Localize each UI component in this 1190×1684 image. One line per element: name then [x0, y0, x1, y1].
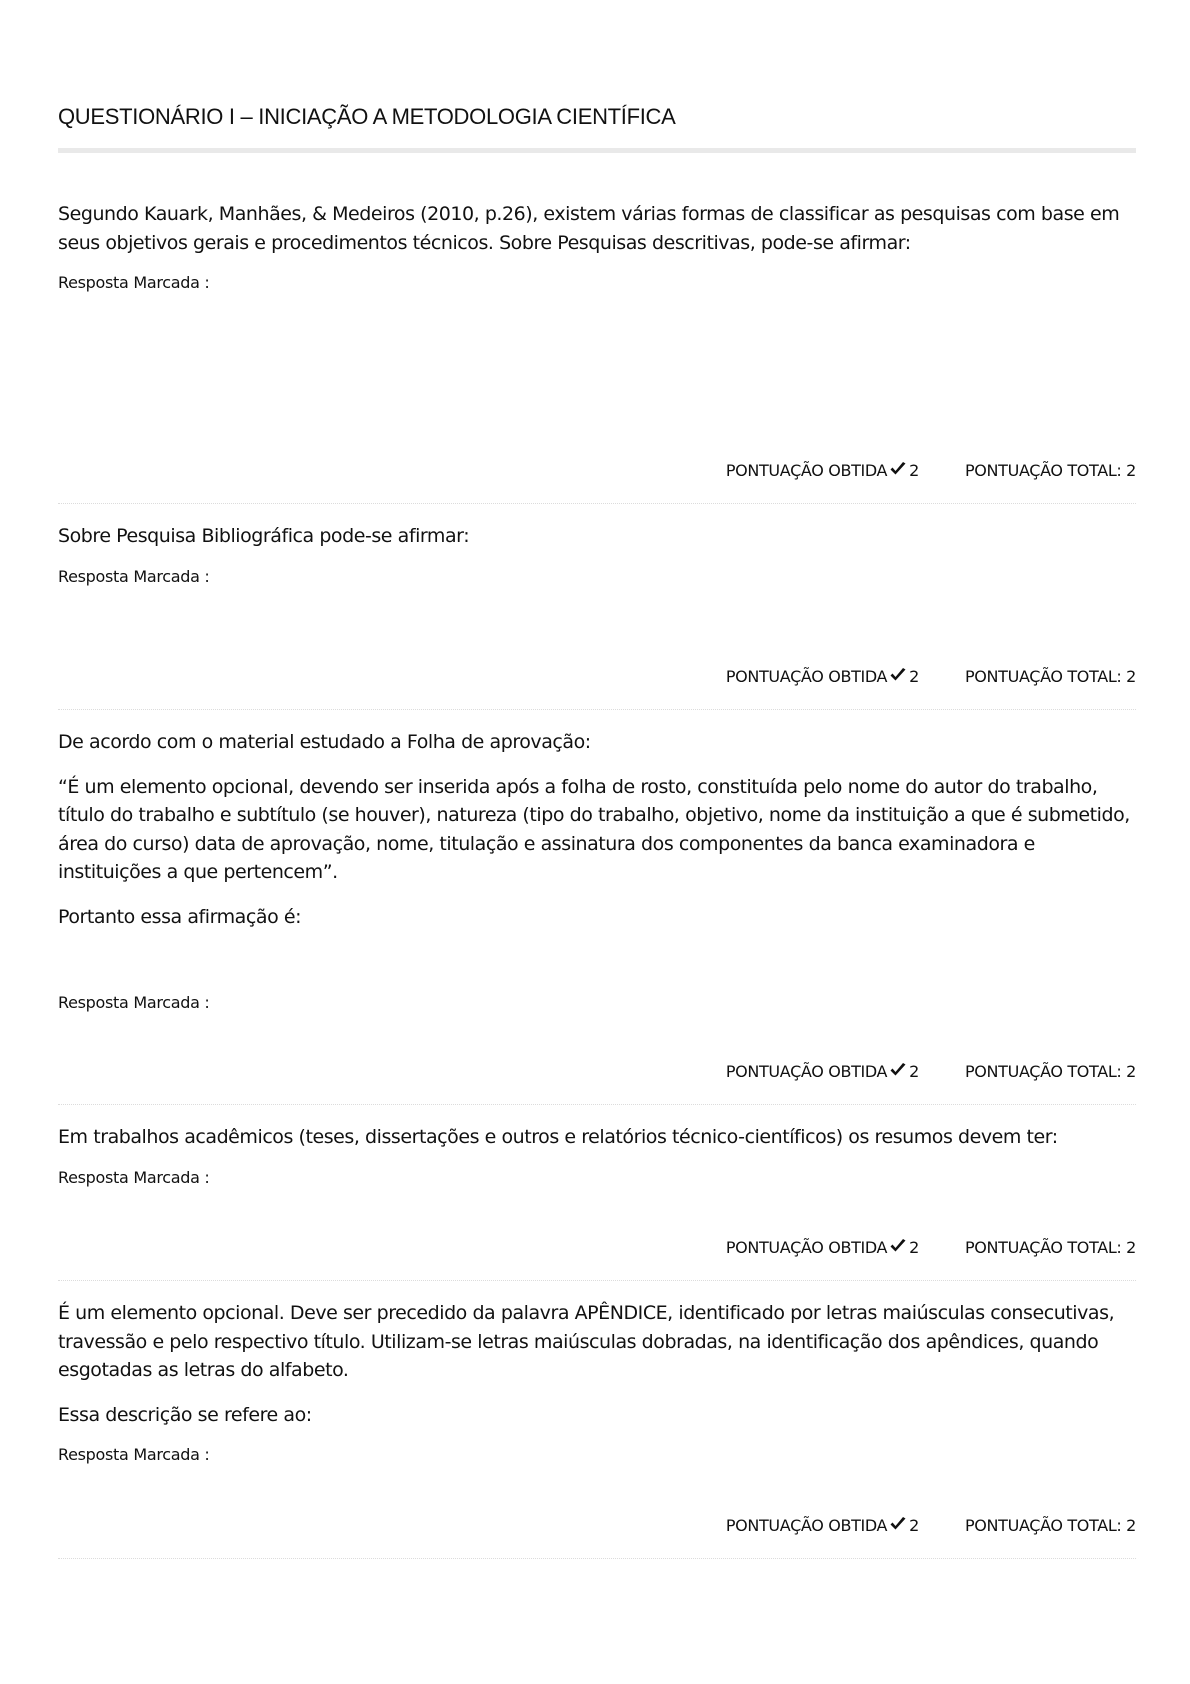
question-divider [58, 709, 1136, 710]
score-obtained-label: PONTUAÇÃO OBTIDA [725, 667, 888, 686]
question-divider [58, 1280, 1136, 1281]
score-obtained [726, 1516, 919, 1535]
answer-label: Resposta Marcada : [58, 1445, 210, 1464]
question-divider [58, 1104, 1136, 1105]
score-total: PONTUAÇÃO TOTAL: 2 [965, 1062, 1136, 1081]
score-obtained-value: 2 [909, 667, 919, 686]
score-total: PONTUAÇÃO TOTAL: 2 [965, 667, 1136, 686]
question-text: Sobre Pesquisa Bibliográfica pode-se afirmar: [58, 525, 470, 547]
question-3 [58, 728, 1136, 947]
answer-label: Resposta Marcada : [58, 566, 210, 586]
score-obtained [726, 667, 919, 686]
answer-label: Resposta Marcada : [58, 993, 210, 1012]
score-obtained-value: 2 [909, 1062, 919, 1081]
score-total: PONTUAÇÃO TOTAL: 2 [965, 461, 1136, 480]
score-obtained-label: PONTUAÇÃO OBTIDA [725, 461, 888, 480]
check-icon [889, 1062, 907, 1083]
score-obtained-label: PONTUAÇÃO OBTIDA [725, 1238, 888, 1257]
question-text: De acordo com o material estudado a Folha de aprovação: [58, 731, 591, 753]
score-total: PONTUAÇÃO TOTAL: 2 [965, 1516, 1136, 1535]
question-1 [58, 200, 1136, 293]
page-title: QUESTIONÁRIO I – INICIAÇÃO A METODOLOGIA CIENTÍFICA [58, 104, 676, 129]
question-text: Portanto essa afirmação é: [58, 905, 302, 928]
score-row [726, 1516, 1136, 1537]
answer-label: Resposta Marcada : [58, 273, 210, 292]
score-row [726, 1062, 1136, 1083]
question-divider [58, 503, 1136, 504]
question-text: Essa descrição se refere ao: [58, 1403, 312, 1426]
answer-block-3 [58, 993, 1136, 1013]
score-row [726, 461, 1136, 482]
question-4 [58, 1123, 1136, 1188]
check-icon [889, 1238, 907, 1259]
answer-label: Resposta Marcada : [58, 1167, 210, 1187]
score-obtained-label: PONTUAÇÃO OBTIDA [725, 1516, 888, 1535]
score-total: PONTUAÇÃO TOTAL: 2 [965, 1238, 1136, 1257]
question-2 [58, 522, 1136, 587]
question-text: Em trabalhos acadêmicos (teses, dissertações e outros e relatórios técnico-científicos) os resumos devem ter: [58, 1126, 1058, 1148]
score-obtained [726, 461, 919, 480]
check-icon [889, 667, 907, 688]
score-obtained-label: PONTUAÇÃO OBTIDA [725, 1062, 888, 1081]
check-icon [889, 461, 907, 482]
score-obtained [726, 1238, 919, 1257]
score-obtained-value: 2 [909, 1238, 919, 1257]
score-row [726, 667, 1136, 688]
question-text: Segundo Kauark, Manhães, & Medeiros (2010, p.26), existem várias formas de classificar as pesquisas com base em seus objetivos gerais e procedimentos técnicos. Sobre Pesquisas descritivas, pode-se afirmar: [58, 203, 1120, 254]
question-5 [58, 1299, 1136, 1465]
score-obtained-value: 2 [909, 461, 919, 480]
score-obtained-value: 2 [909, 1516, 919, 1535]
question-text: “É um elemento opcional, devendo ser inserida após a folha de rosto, constituída pelo nome do autor do trabalho, título do trabalho e subtítulo (se houver), natureza (tipo do trabalho, objetivo, nome da instituição a que é submetido, área do curso) data de aprovação, nome, titulação e assinatura dos componentes da banca examinadora e instituições a que pertencem”. [58, 775, 1130, 883]
check-icon [889, 1516, 907, 1537]
score-row [726, 1238, 1136, 1259]
question-text: É um elemento opcional. Deve ser precedido da palavra APÊNDICE, identificado por letras maiúsculas consecutivas, travessão e pelo respectivo título. Utilizam-se letras maiúsculas dobradas, na identificação dos apêndices, quando esgotadas as letras do alfabeto. [58, 1302, 1115, 1381]
question-divider [58, 1558, 1136, 1559]
score-obtained [726, 1062, 919, 1081]
title-divider [58, 148, 1136, 153]
